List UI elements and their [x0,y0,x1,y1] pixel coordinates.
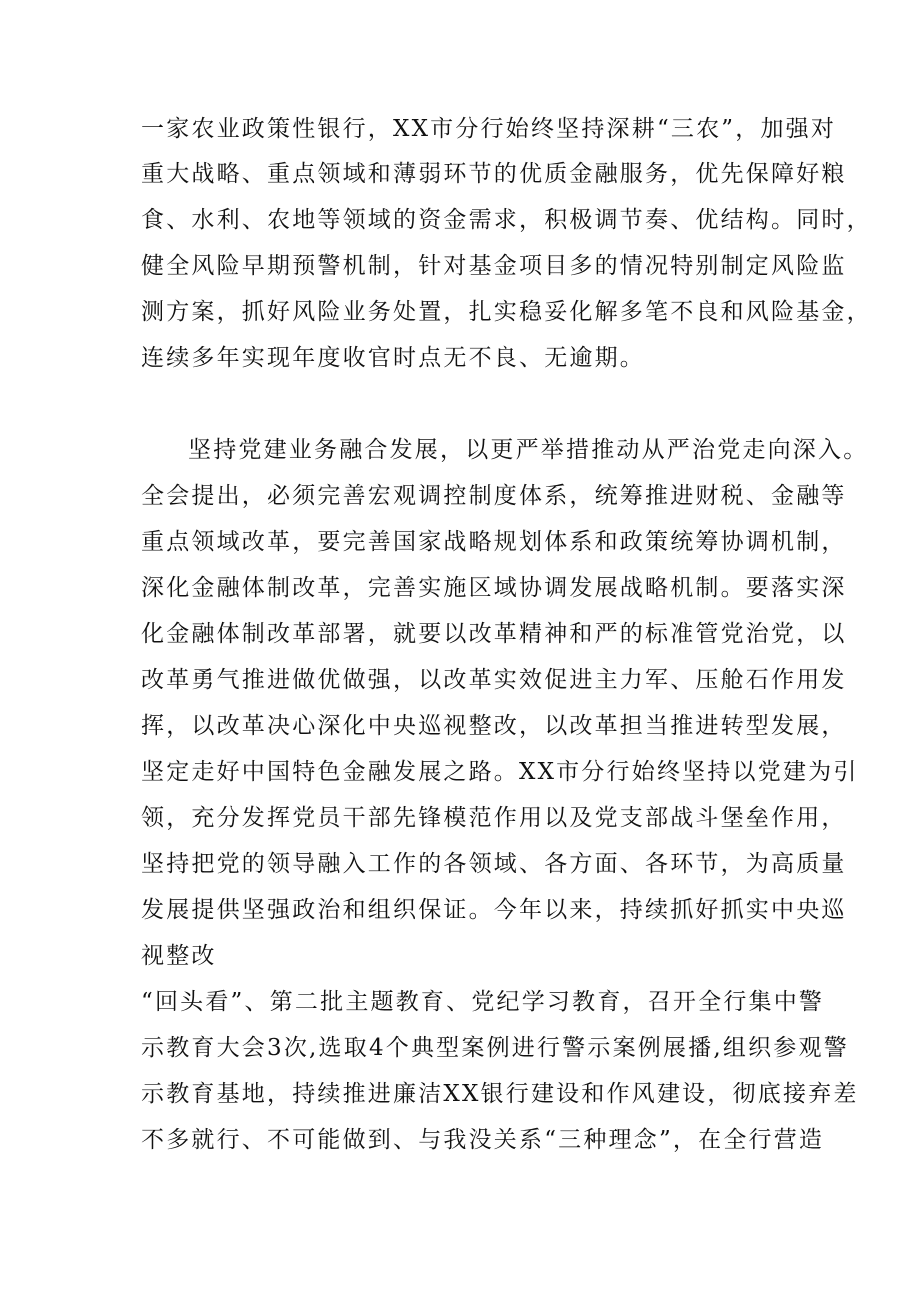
text-line: 化金融体制改革部署，就要以改革精神和严的标准管党治党，以 [141,621,847,647]
paragraph-first-line: 坚持党建业务融合发展，以更严举措推动从严治党走向深入。 [188,437,869,463]
text-line: 连续多年实现年度收官时点无不良、无逾期。 [141,345,645,371]
text-line: 食、水利、农地等领域的资金需求，积极调节奏、优结构。同时， [141,207,872,233]
text-line: 坚持把党的领导融入工作的各领域、各方面、各环节，为高质量 [141,851,847,877]
text-line: 不多就行、不可能做到、与我没关系“三种理念”，在全行营造 [141,1127,825,1153]
text-line: 视整改 [141,943,217,969]
text-line: “回头看”、第二批主题教育、党纪学习教育，召开全行集中警 [141,989,825,1015]
text-line: 测方案，抓好风险业务处置，扎实稳妥化解多笔不良和风险基金， [141,299,872,325]
text-line: 深化金融体制改革，完善实施区域协调发展战略机制。要落实深 [141,575,847,601]
text-line: 全会提出，必须完善宏观调控制度体系，统筹推进财税、金融等 [141,483,847,509]
text-line: 一家农业政策性银行，XX市分行始终坚持深耕“三农”，加强对 [141,116,837,142]
text-line: 发展提供坚强政治和组织保证。今年以来，持续抓好抓实中央巡 [141,897,847,923]
text-line: 挥，以改革决心深化中央巡视整改，以改革担当推进转型发展， [141,713,847,739]
text-line: 示教育基地，持续推进廉洁XX银行建设和作风建设，彻底接弃差 [141,1081,859,1107]
text-line: 领，充分发挥党员干部先锋模范作用以及党支部战斗堡垒作用， [141,805,847,831]
text-line: 重点领域改革，要完善国家战略规划体系和政策统筹协调机制， [141,529,847,555]
text-line: 示教育大会3次,选取4个典型案例进行警示案例展播,组织参观警 [141,1035,849,1061]
text-line: 健全风险早期预警机制，针对基金项目多的情况特别制定风险监 [141,253,847,279]
text-line: 改革勇气推进做优做强，以改革实效促进主力军、压舱石作用发 [141,667,847,693]
text-line: 坚定走好中国特色金融发展之路。XX市分行始终坚持以党建为引 [141,759,859,785]
text-line: 重大战略、重点领域和薄弱环节的优质金融服务，优先保障好粮 [141,161,847,187]
